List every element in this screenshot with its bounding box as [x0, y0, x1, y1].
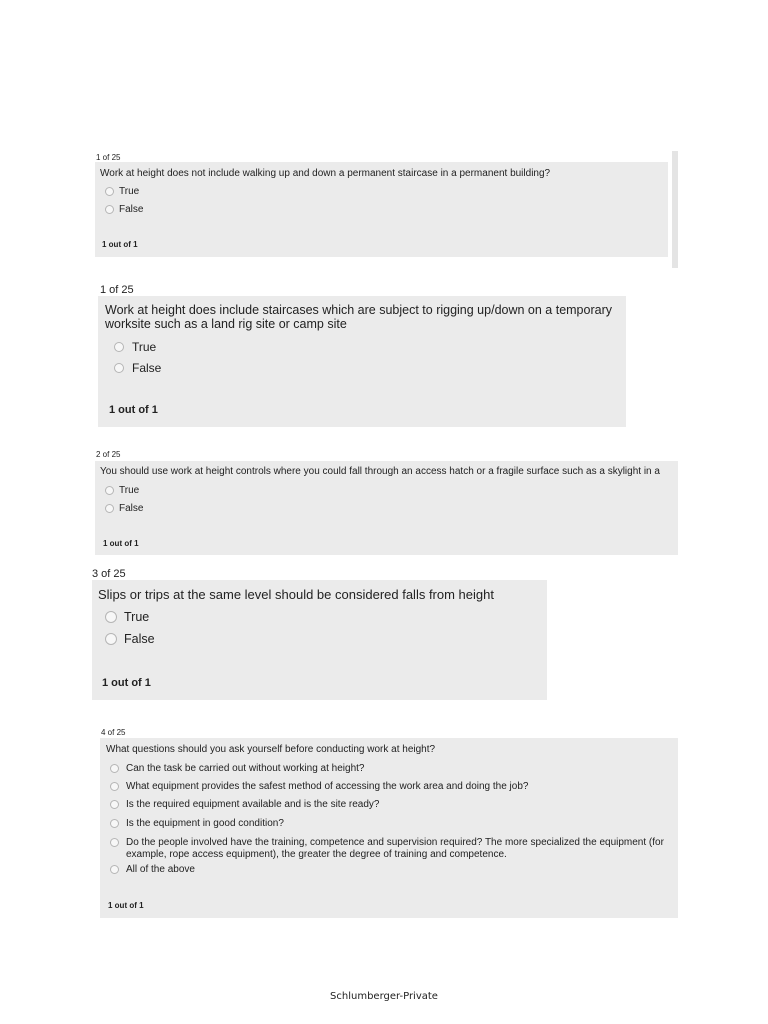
question-number: 1 of 25	[100, 284, 134, 296]
option-label: False	[119, 503, 144, 514]
question-panel	[92, 580, 547, 700]
option-2[interactable]	[110, 781, 528, 792]
option-3[interactable]	[110, 799, 380, 810]
score: 1 out of 1	[108, 901, 144, 910]
option-6[interactable]	[110, 864, 195, 875]
option-text-wrap	[126, 837, 664, 861]
radio-button[interactable]	[105, 633, 117, 645]
option-label: All of the above	[126, 864, 195, 875]
radio-button[interactable]	[110, 782, 119, 791]
score: 1 out of 1	[102, 677, 151, 689]
radio-button[interactable]	[110, 800, 119, 809]
radio-button[interactable]	[110, 819, 119, 828]
radio-button[interactable]	[110, 838, 119, 847]
question-panel	[95, 461, 678, 555]
score: 1 out of 1	[102, 240, 138, 249]
question-text: Work at height does include staircases which are subject to rigging up/down on a temporary worksite such as a land rig site or camp site	[105, 303, 612, 331]
option-label: False	[132, 361, 162, 375]
option-false[interactable]	[114, 361, 161, 375]
question-number: 4 of 25	[101, 728, 126, 737]
option-label: Do the people involved have the training, competence and supervision required? The more specialized the equipment (for	[126, 837, 664, 848]
radio-button[interactable]	[105, 187, 114, 196]
option-true[interactable]	[105, 186, 139, 197]
radio-button[interactable]	[105, 205, 114, 214]
score: 1 out of 1	[103, 539, 139, 548]
option-label: What equipment provides the safest method of accessing the work area and doing the job?	[126, 781, 529, 792]
question-number: 3 of 25	[92, 568, 126, 580]
option-false[interactable]	[105, 204, 143, 215]
question-panel	[95, 162, 668, 257]
option-label: True	[119, 485, 140, 496]
radio-button[interactable]	[114, 363, 124, 373]
radio-button[interactable]	[110, 865, 119, 874]
option-label-continued: example, rope access equipment), the greater the degree of training and competence.	[126, 849, 507, 860]
question-text: Work at height does not include walking up and down a permanent staircase in a permanent building?	[100, 168, 551, 179]
radio-button[interactable]	[105, 486, 114, 495]
question-text: You should use work at height controls where you could fall through an access hatch or a fragile surface such as a skylight in a	[100, 466, 660, 477]
option-label: False	[124, 632, 155, 646]
option-label: True	[132, 340, 157, 354]
option-true[interactable]	[114, 340, 156, 354]
question-panel	[100, 738, 678, 918]
option-5[interactable]	[110, 837, 664, 861]
option-false[interactable]	[105, 632, 155, 646]
radio-button[interactable]	[110, 764, 119, 773]
question-text: What questions should you ask yourself before conducting work at height?	[106, 744, 436, 755]
option-label: False	[119, 204, 144, 215]
option-true[interactable]	[105, 485, 139, 496]
option-1[interactable]	[110, 763, 364, 774]
option-label: Can the task be carried out without working at height?	[126, 763, 365, 774]
question-number: 1 of 25	[96, 153, 121, 162]
question-number: 2 of 25	[96, 450, 121, 459]
option-label: Is the required equipment available and is the site ready?	[126, 799, 380, 810]
option-true[interactable]	[105, 610, 149, 624]
footer-label: Schlumberger-Private	[330, 991, 438, 1002]
option-label: Is the equipment in good condition?	[126, 818, 284, 829]
option-label: True	[124, 610, 150, 624]
question-text: Slips or trips at the same level should be considered falls from height	[98, 587, 494, 602]
scrollbar-track[interactable]	[672, 151, 678, 268]
option-label: True	[119, 186, 140, 197]
option-false[interactable]	[105, 503, 143, 514]
question-panel	[98, 296, 626, 427]
option-4[interactable]	[110, 818, 284, 829]
radio-button[interactable]	[105, 504, 114, 513]
score: 1 out of 1	[109, 404, 158, 416]
radio-button[interactable]	[114, 342, 124, 352]
radio-button[interactable]	[105, 611, 117, 623]
